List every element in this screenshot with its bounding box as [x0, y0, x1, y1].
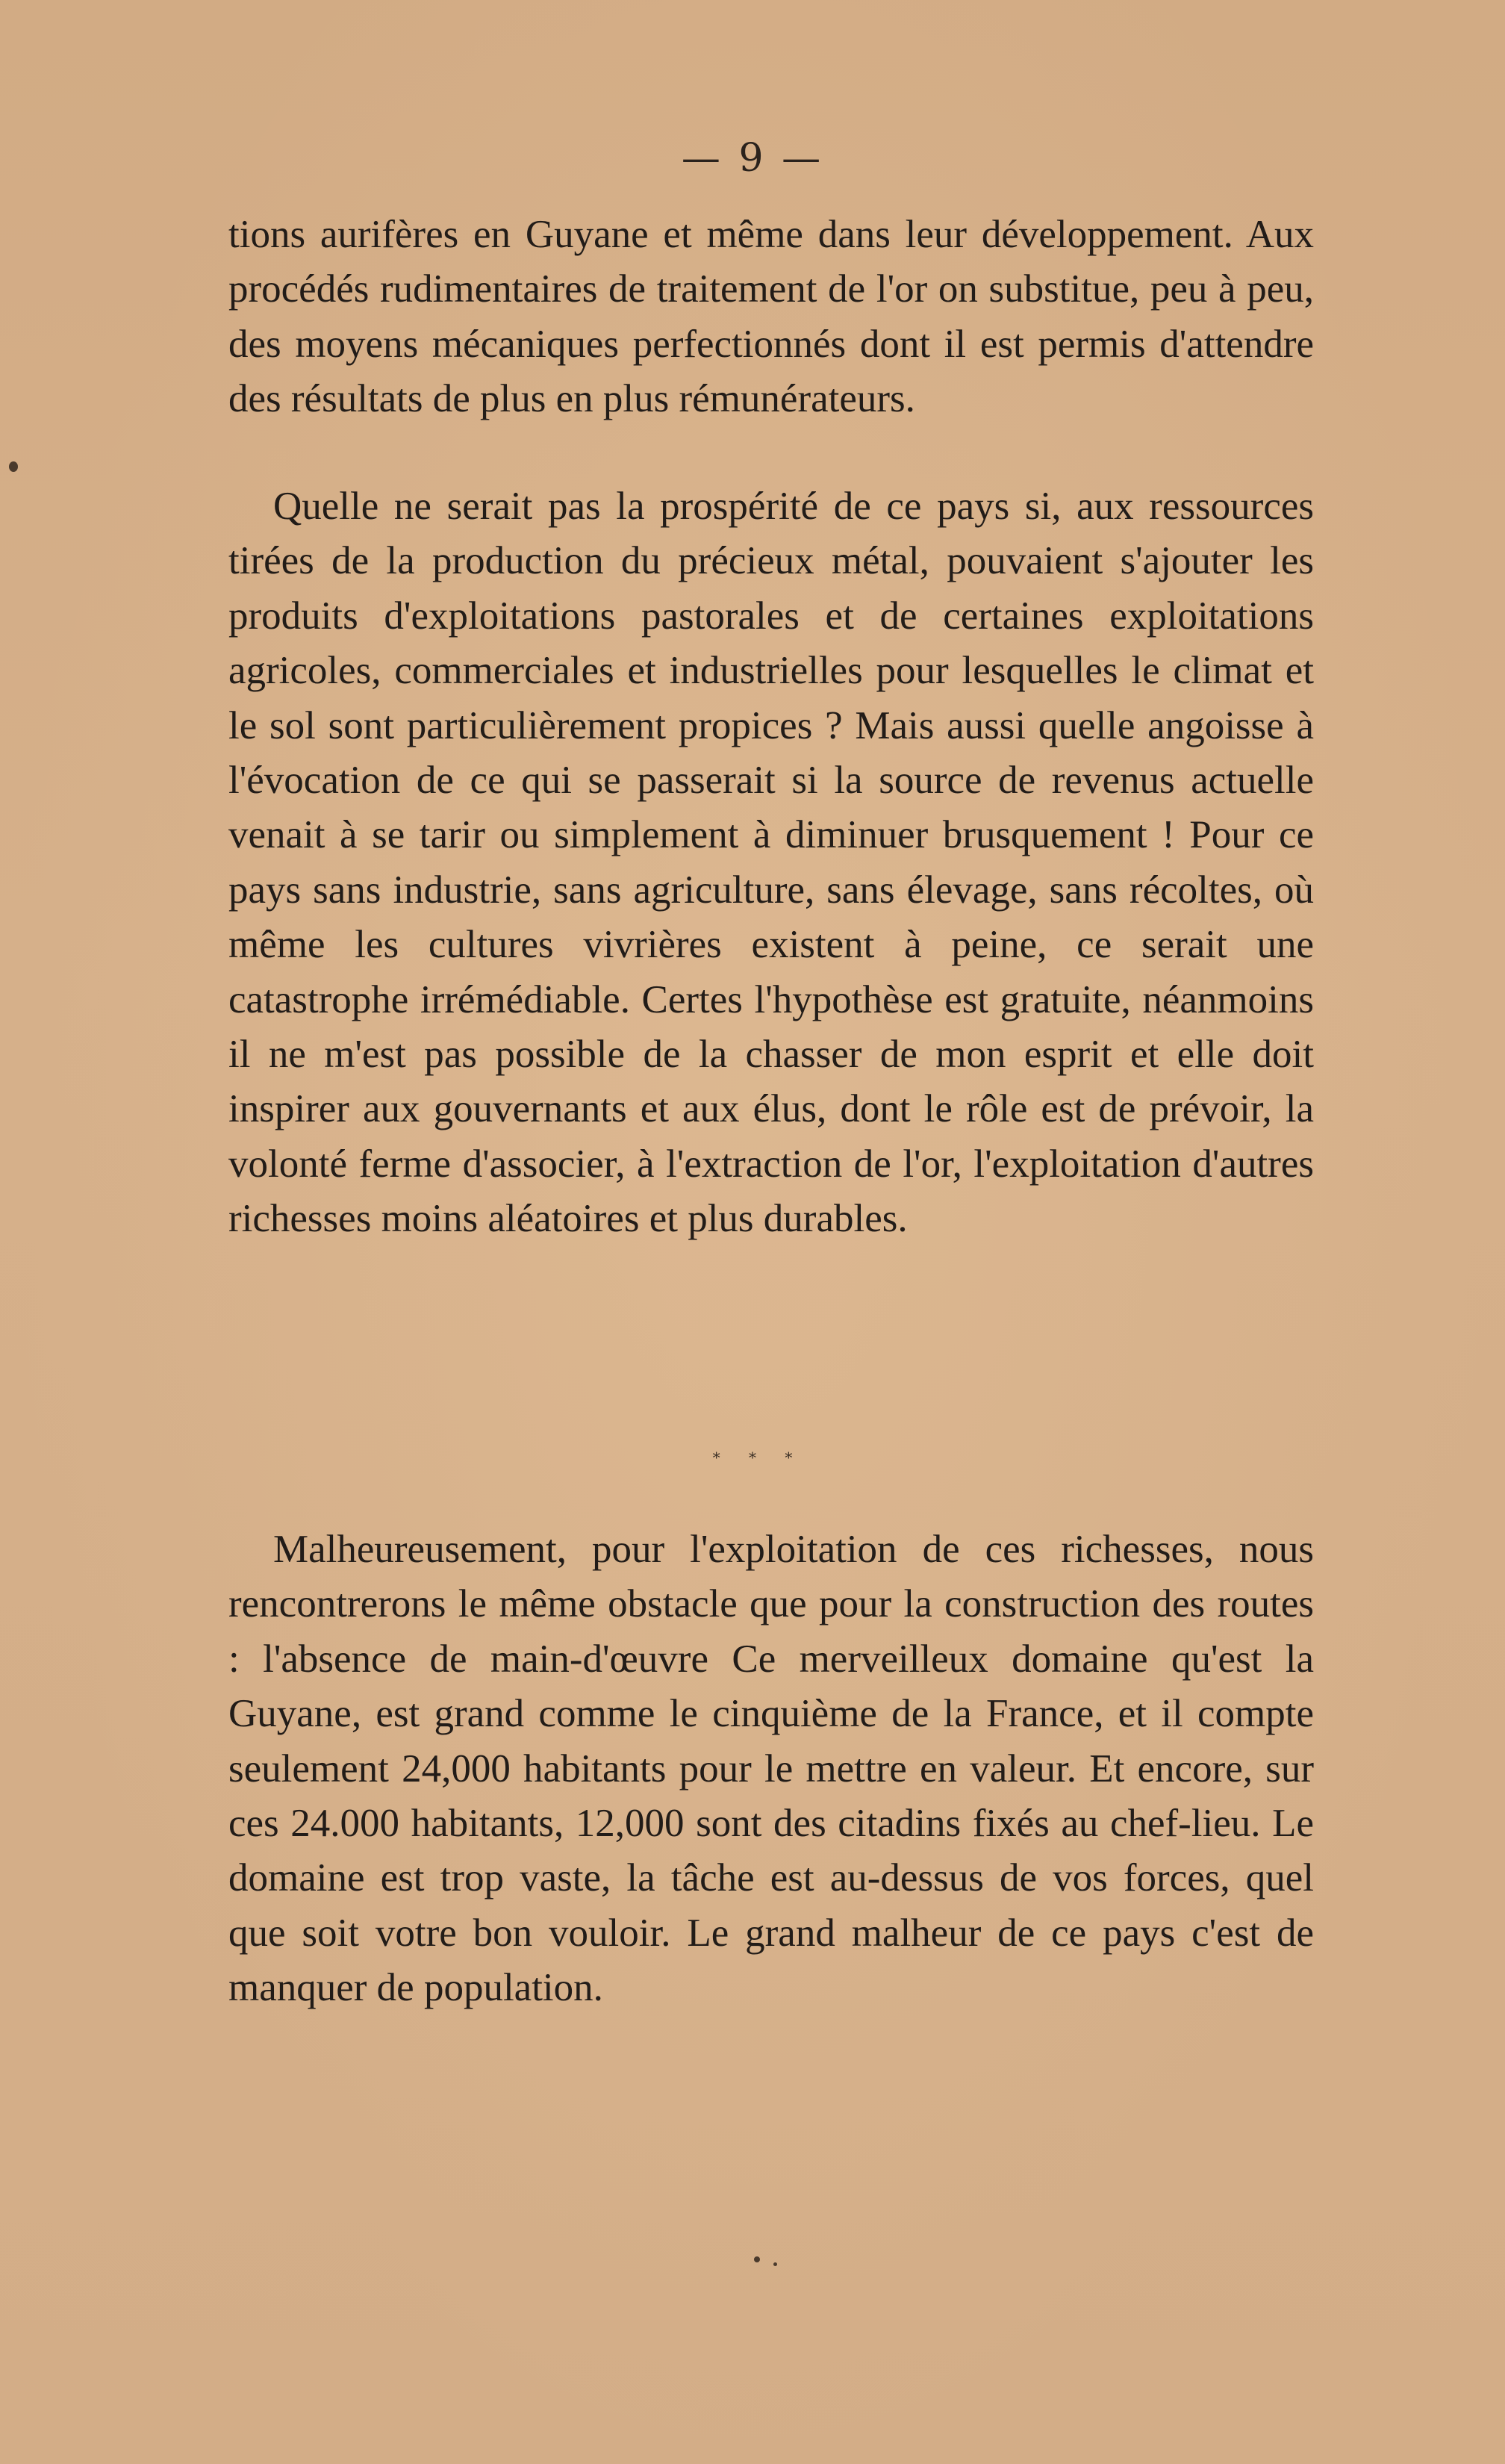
separator-star-3: *: [785, 1449, 793, 1466]
paragraph-1-container: [228, 208, 1314, 427]
paper-speck: [773, 2262, 777, 2266]
paper-speck: [9, 461, 18, 472]
paragraph-1: tions aurifères en Guyane et même dans leur développement. Aux procédés rudimentaires de traitement de l'or on substitue, peu à peu, des moyens mécaniques perfectionnés dont il est permis d'attendre des résultats de plus en plus rémunérateurs.: [228, 213, 1314, 421]
page-number: — 9 —: [681, 136, 824, 181]
paragraph-2-container: [228, 479, 1314, 1247]
paper-speck: [754, 2256, 760, 2262]
paragraph-3-container: [228, 1522, 1314, 2016]
separator-star-1: *: [712, 1449, 720, 1466]
separator-star-2: *: [749, 1449, 756, 1466]
paragraph-3: Malheureusement, pour l'exploitation de ces richesses, nous rencontrerons le même obstacle que pour la construction des routes : l'absence de main-d'œuvre Ce merveilleux domaine qu'est la Guyane, est grand comme le cinquième de la France, et il compte seulement 24,000 habitants pour le mettre en valeur. Et encore, sur ces 24.000 habitants, 12,000 sont des citadins fixés au chef-lieu. Le domaine est trop vaste, la tâche est au-dessus de vos forces, quel que soit votre bon vouloir. Le grand malheur de ce pays c'est de manquer de population.: [228, 1528, 1314, 2010]
section-separator: [0, 1449, 1505, 1478]
paragraph-2: Quelle ne serait pas la prospérité de ce pays si, aux ressources tirées de la production du précieux métal, pouvaient s'ajouter les produits d'exploitations pastorales et de certaines exploitations agricoles, commerciales et industrielles pour lesquelles le climat et le sol sont particulièrement propices ? Mais aussi quelle angoisse à l'évocation de ce qui se passerait si la source de revenus actuelle venait à se tarir ou simplement à diminuer brusquement ! Pour ce pays sans industrie, sans agriculture, sans élevage, sans récoltes, où même les cultures vivrières existent à peine, ce serait une catastrophe irrémédiable. Certes l'hypothèse est gratuite, néanmoins il ne m'est pas possible de la chasser de mon esprit et elle doit inspirer aux gouvernants et aux élus, dont le rôle est de prévoir, la volonté ferme d'associer, à l'extraction de l'or, l'exploitation d'autres richesses moins aléatoires et plus durables.: [228, 485, 1314, 1241]
